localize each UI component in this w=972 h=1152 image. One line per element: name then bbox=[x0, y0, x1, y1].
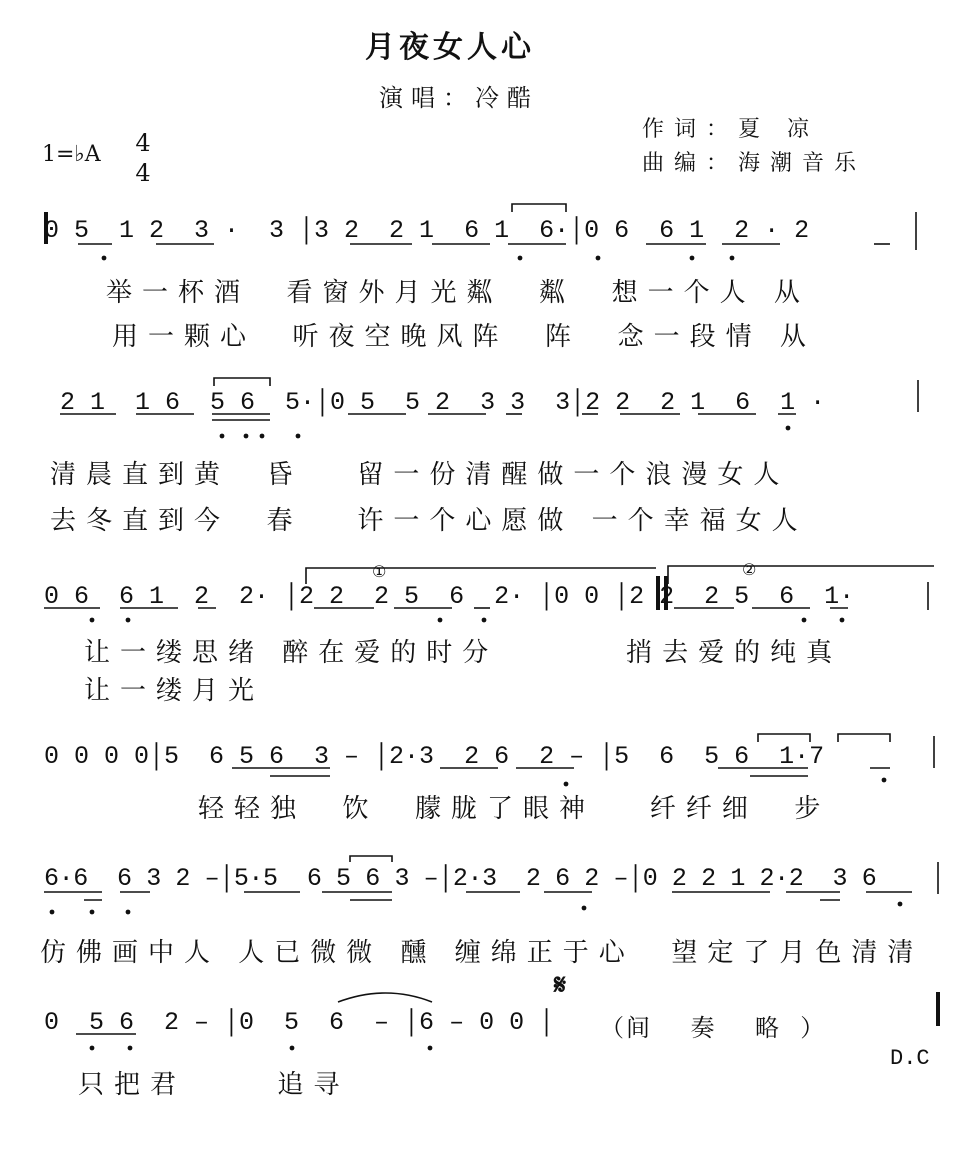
slur bbox=[838, 734, 890, 742]
slur bbox=[338, 993, 432, 1002]
lyrics-row-5: 仿佛画中人 人已微微 醺 缠绵正于心 望定了月色清清 bbox=[40, 938, 924, 968]
song-title: 月夜女人心 bbox=[365, 30, 535, 65]
lyrics-row-1-verse-2: 用一颗心 听夜空晚风阵 阵 念一段情 从 bbox=[112, 322, 816, 352]
volta-1-label: ① bbox=[372, 562, 387, 581]
time-signature-bottom: 4 bbox=[135, 159, 151, 187]
lyrics-row-6: 只把君 追寻 bbox=[78, 1070, 350, 1100]
time-signature-top: 4 bbox=[135, 129, 151, 157]
notation-row-6: 0 5 6 2 – │0 5 6 – │6 – 0 0 │ bbox=[44, 1008, 555, 1037]
dc-marker: D.C bbox=[890, 1046, 930, 1071]
lyrics-row-3-verse-2: 让一缕月光 bbox=[84, 676, 265, 706]
slur bbox=[214, 378, 270, 386]
segno-icon: 𝄋 bbox=[554, 968, 567, 1001]
key-signature: 1=♭A bbox=[42, 142, 101, 167]
notation-row-1: 0 5 1 2 3 · 3 │3 2 2 1 6 1 6·│0 6 6 1 2 · 2 bbox=[44, 216, 810, 245]
slur bbox=[350, 856, 392, 862]
volta-1-bracket bbox=[306, 568, 656, 584]
arranger-credit: 曲编：海潮音乐 bbox=[642, 151, 867, 176]
notation-row-5: 6·6 6 3 2 –│5·5 6 5 6 3 –│2·3 2 6 2 –│0 2 2 1 2·2 3 6 bbox=[44, 864, 877, 893]
notation-row-4: 0 0 0 0│5 6 5 6 3 – │2·3 2 6 2 – │5 6 5 6 1·7 bbox=[44, 742, 825, 771]
volta-2-bracket bbox=[668, 566, 934, 584]
lyrics-row-2-verse-1: 清晨直到黄 昏 留一份清醒做一个浪漫女人 bbox=[50, 460, 790, 490]
lyrics-row-3-verse-1: 让一缕思绪 醉在爱的时分 捎去爱的纯真 bbox=[84, 638, 843, 668]
volta-2-label: ② bbox=[742, 560, 757, 579]
singer-credit: 演唱：冷酷 bbox=[379, 84, 539, 112]
notation-row-2: 2 1 1 6 5 6 5·│0 5 5 2 3 3 3│2 2 2 1 6 1 · bbox=[60, 388, 826, 417]
lyrics-row-1-verse-1: 举一杯酒 看窗外月光粼 粼 想一个人 从 bbox=[106, 278, 810, 308]
notation-row-3: 0 6 6 1 2 2· │2 2 2 5 6 2· │0 0 │2 2 2 5 6 1· bbox=[44, 582, 855, 611]
lyricist-credit: 作词：夏 凉 bbox=[642, 117, 819, 142]
interlude-note: （间 奏 略 ） bbox=[600, 1014, 827, 1042]
slur bbox=[512, 204, 566, 212]
lyrics-row-2-verse-2: 去冬直到今 春 许一个心愿做 一个幸福女人 bbox=[50, 506, 808, 536]
lyrics-row-4: 轻轻独 饮 朦胧了眼神 纤纤细 步 bbox=[198, 794, 831, 824]
slur bbox=[758, 734, 810, 742]
